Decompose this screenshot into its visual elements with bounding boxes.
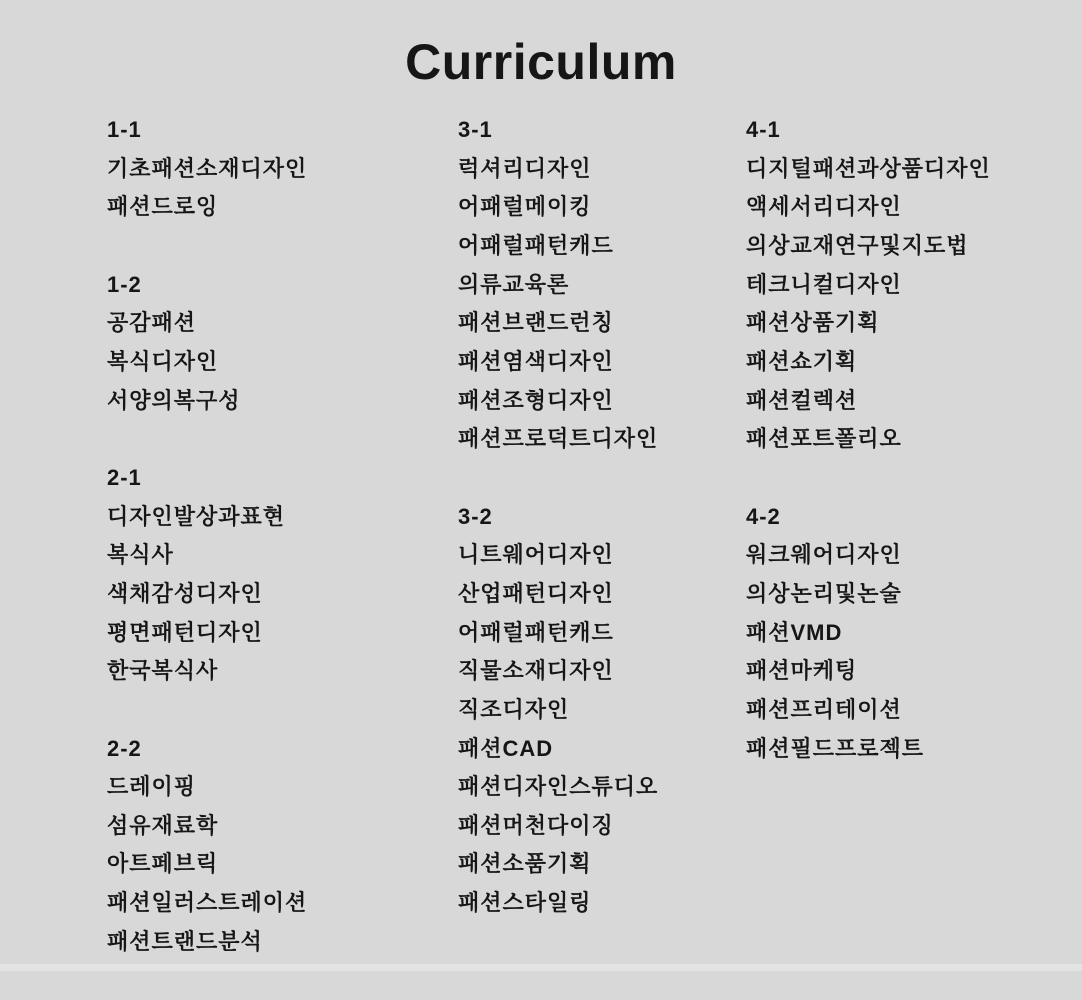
- semester-section-1-1: [107, 111, 437, 227]
- course-item: 산업패턴디자인: [458, 580, 614, 606]
- course-item: 니트웨어디자인: [458, 542, 614, 568]
- semester-section-3-1: [458, 111, 788, 459]
- course-item: 럭셔리디자인: [458, 155, 592, 181]
- course-item: 색채감성디자인: [107, 580, 263, 606]
- course-item: 패션필드프로젝트: [746, 735, 925, 761]
- course-item: 테크니컬디자인: [746, 271, 902, 297]
- course-item: 섬유재료학: [107, 812, 219, 838]
- course-item: 패션트랜드분석: [107, 928, 263, 954]
- course-item: 패션염색디자인: [458, 348, 614, 374]
- semester-section-2-1: [107, 459, 437, 691]
- course-item: 패션조형디자인: [458, 387, 614, 413]
- course-item: 액세서리디자인: [746, 194, 902, 220]
- course-item: 패션CAD: [458, 735, 554, 761]
- course-item: 패션스타일링: [458, 890, 592, 916]
- course-item: 아트페브릭: [107, 851, 219, 877]
- course-item: 의상논리및논술: [746, 580, 902, 606]
- curriculum-column-2: [458, 111, 788, 961]
- course-item: 패션VMD: [746, 619, 843, 645]
- course-item: 패션소품기획: [458, 851, 592, 877]
- semester-section-3-2: [458, 498, 788, 923]
- course-item: 패션상품기획: [746, 310, 880, 336]
- course-item: 패션드로잉: [107, 194, 219, 220]
- course-item: 복식사: [107, 542, 174, 568]
- semester-section-4-2: [746, 498, 1076, 769]
- course-item: 패션컬렉션: [746, 387, 858, 413]
- course-item: 패션포트폴리오: [746, 426, 902, 452]
- course-item: 복식디자인: [107, 348, 219, 374]
- course-item: 패션쇼기획: [746, 348, 858, 374]
- course-item: 어패럴패턴캐드: [458, 232, 614, 258]
- course-item: 패션일러스트레이션: [107, 890, 308, 916]
- course-item: 디지털패션과상품디자인: [746, 155, 991, 181]
- course-item: 한국복식사: [107, 658, 219, 684]
- semester-label: 3-2: [458, 503, 493, 529]
- course-item: 패션마케팅: [746, 658, 858, 684]
- semester-label: 2-2: [107, 735, 142, 761]
- course-item: 의상교재연구및지도법: [746, 232, 969, 258]
- course-item: 서양의복구성: [107, 387, 241, 413]
- course-item: 의류교육론: [458, 271, 570, 297]
- semester-label: 3-1: [458, 117, 493, 142]
- page-title: Curriculum: [405, 34, 677, 90]
- course-item: 기초패션소재디자인: [107, 155, 308, 181]
- bottom-edge-strip: [0, 964, 1082, 971]
- semester-label: 1-2: [107, 271, 142, 297]
- curriculum-column-1: [107, 111, 437, 1000]
- curriculum-column-3: [746, 111, 1076, 807]
- course-item: 직조디자인: [458, 696, 570, 722]
- semester-label: 2-1: [107, 464, 142, 490]
- course-item: 패션프리테이션: [746, 696, 902, 722]
- course-item: 어패럴패턴캐드: [458, 619, 614, 645]
- semester-label: 1-1: [107, 117, 142, 142]
- course-item: 패션브랜드런칭: [458, 310, 614, 336]
- semester-label: 4-2: [746, 503, 781, 529]
- course-item: 패션디자인스튜디오: [458, 774, 659, 800]
- course-item: 평면패턴디자인: [107, 619, 263, 645]
- course-item: 공감패션: [107, 310, 197, 336]
- semester-section-1-2: [107, 266, 437, 421]
- course-item: 어패럴메이킹: [458, 194, 592, 220]
- course-item: 패션머천다이징: [458, 812, 614, 838]
- course-item: 패션프로덕트디자인: [458, 426, 659, 452]
- course-item: 드레이핑: [107, 774, 197, 800]
- course-item: 워크웨어디자인: [746, 542, 902, 568]
- semester-section-4-1: [746, 111, 1076, 459]
- course-item: 디자인발상과표현: [107, 503, 286, 529]
- course-item: 직물소재디자인: [458, 658, 614, 684]
- semester-label: 4-1: [746, 117, 781, 142]
- semester-section-2-2: [107, 730, 437, 962]
